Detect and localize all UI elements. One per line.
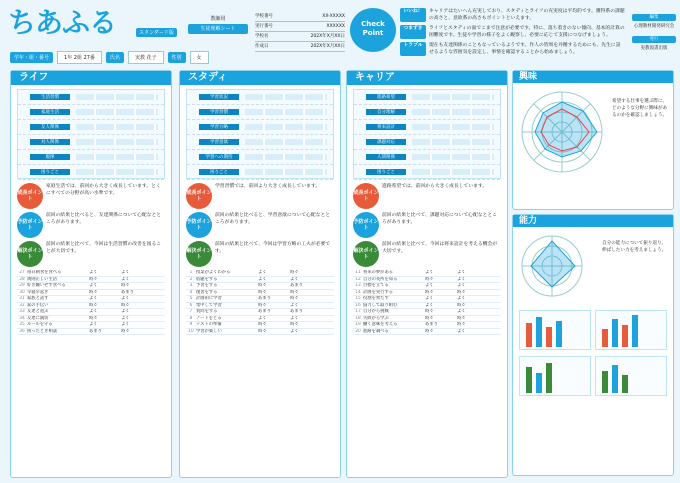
sheet-kind bbox=[188, 14, 248, 36]
meta-label: 学校番号 bbox=[255, 14, 273, 19]
checkpoint-message bbox=[400, 42, 625, 56]
interest-box bbox=[512, 70, 674, 210]
item-value-prev: 時々 bbox=[425, 289, 434, 295]
item-value-prev: よく bbox=[258, 270, 267, 275]
item-number: 3 bbox=[189, 283, 193, 288]
checkpoint-badge: Check Point bbox=[350, 8, 396, 52]
grid-row bbox=[354, 135, 500, 150]
item-value-prev: 時々 bbox=[425, 328, 434, 334]
item-number: 7 bbox=[189, 309, 193, 314]
item-value-now: よく bbox=[457, 270, 466, 275]
bar-chart-2 bbox=[595, 310, 667, 350]
item-number: 11 bbox=[355, 270, 361, 275]
message-label: トラブル bbox=[400, 42, 426, 56]
advice-label: 予防ポイント bbox=[353, 212, 379, 238]
grid-row-bar bbox=[245, 154, 327, 160]
meta-label: 学校名 bbox=[255, 34, 269, 39]
grid-row-label: 家庭生活 bbox=[30, 109, 70, 115]
meta-row bbox=[255, 22, 345, 32]
item-text: 目標を立てる bbox=[363, 283, 389, 288]
item-value-now: よく bbox=[121, 276, 130, 282]
grid-row bbox=[18, 150, 164, 165]
item-value-now: よく bbox=[457, 276, 466, 282]
column-life bbox=[10, 70, 172, 478]
item-text: 家の手伝い bbox=[27, 302, 49, 308]
interest-note: 希望する仕事を選ぶ際に、どのような分野に興味があるのかを確認しましょう。 bbox=[612, 99, 668, 118]
info-label: 氏名 bbox=[106, 52, 124, 63]
item-value-prev: 時々 bbox=[89, 289, 98, 295]
grid-row-label: 対人関係 bbox=[30, 139, 70, 145]
advice-label: 解決ポイント bbox=[353, 241, 379, 267]
item-value-prev: 時々 bbox=[89, 315, 98, 321]
item-number: 33 bbox=[19, 309, 25, 314]
item-value-now: 時々 bbox=[290, 296, 299, 301]
item-value-now: 時々 bbox=[121, 328, 130, 334]
grid-row bbox=[18, 90, 164, 105]
item-value-prev: 時々 bbox=[89, 276, 98, 282]
info-value: 1年 2組 27番 bbox=[57, 51, 102, 64]
item-value-prev: よく bbox=[425, 302, 434, 308]
ability-note: 自分の能力について振り返り、伸ばしたい力を考えましょう。 bbox=[602, 241, 667, 253]
bar-chart-3 bbox=[519, 356, 591, 396]
item-value-prev: よく bbox=[89, 283, 98, 288]
evaluation-grid bbox=[353, 89, 501, 179]
meta-value: 202X年X月XX日 bbox=[310, 34, 345, 39]
item-value-prev: 時々 bbox=[425, 276, 434, 282]
bar-chart-4 bbox=[595, 356, 667, 396]
publisher-label-1: 編集 bbox=[632, 14, 676, 21]
item-number: 27 bbox=[19, 270, 25, 275]
grid-row-label: 人間関係 bbox=[366, 154, 406, 160]
item-value-prev: 時々 bbox=[258, 283, 267, 288]
grid-row-bar bbox=[412, 94, 494, 100]
item-text: 計画を実行する bbox=[363, 289, 394, 295]
item-text: 毎日朝食を食べる bbox=[27, 270, 62, 275]
item-table bbox=[353, 270, 501, 335]
item-value-now: 時々 bbox=[121, 283, 130, 288]
bar bbox=[546, 363, 552, 393]
item-number: 10 bbox=[188, 328, 194, 334]
item-value-prev: よく bbox=[425, 283, 434, 288]
item-text: 宿題をする bbox=[196, 276, 218, 282]
column-study bbox=[179, 70, 341, 478]
item-value-prev: よく bbox=[258, 315, 267, 321]
grid-row-bar bbox=[412, 154, 494, 160]
item-number: 34 bbox=[19, 315, 25, 321]
ability-title: 能力 bbox=[513, 215, 673, 227]
item-value-now: 時々 bbox=[290, 270, 299, 275]
advice-label: 予防ポイント bbox=[186, 212, 212, 238]
item-number: 28 bbox=[19, 276, 25, 282]
grid-row-label: 自分理解 bbox=[366, 109, 406, 115]
ability-radar-chart bbox=[517, 231, 587, 301]
advice-block bbox=[186, 212, 334, 238]
item-number: 31 bbox=[19, 296, 25, 301]
meta-value: XX-XXXXX bbox=[322, 14, 345, 19]
item-text: 協力して取り組む bbox=[363, 302, 398, 308]
item-text: 授業がよくわかる bbox=[196, 270, 231, 275]
grid-row bbox=[18, 135, 164, 150]
item-value-now: よく bbox=[290, 328, 299, 334]
item-text: 失敗から学ぶ bbox=[363, 315, 389, 321]
info-label: 学年・組・番号 bbox=[10, 52, 53, 63]
item-number: 18 bbox=[355, 315, 361, 321]
publisher-box bbox=[632, 14, 676, 52]
message-text: ライフとスタディの面でこまで注意が必要です。特に、落ち着きのない傾向、基本的計算の困難度です。生徒や学習の様子をよく観察し、必要に応じて支援につなげましょう。 bbox=[429, 26, 625, 38]
grid-row-label: 困りごと bbox=[366, 169, 406, 175]
grid-row bbox=[354, 165, 500, 180]
grid-row-label: 学習方略 bbox=[199, 124, 239, 130]
message-text: キャリアはたいへん充実しており、スタディとライフの充実度は平均的です。獲得系の課題の高さと、意欲系の高さもポイントといえます。 bbox=[429, 9, 625, 21]
info-value: 女 bbox=[190, 51, 209, 64]
grid-row-label: 進路希望 bbox=[366, 94, 406, 100]
column-title: キャリア bbox=[347, 71, 507, 85]
bar bbox=[536, 317, 542, 347]
item-text: 困ったとき相談 bbox=[27, 328, 58, 334]
bar bbox=[612, 365, 618, 393]
item-number: 6 bbox=[189, 302, 193, 308]
item-number: 9 bbox=[189, 322, 193, 327]
grid-row-bar bbox=[245, 139, 327, 145]
right-panel bbox=[512, 70, 674, 478]
grid-row bbox=[187, 120, 333, 135]
column-title: スタディ bbox=[180, 71, 340, 85]
grid-row-label: 将来設計 bbox=[366, 124, 406, 130]
advice-text: 前回の結果と比べると、学習意欲について心配なとところがあります。 bbox=[215, 213, 331, 225]
item-value-now: あまり bbox=[290, 283, 303, 288]
item-value-prev: あまり bbox=[425, 322, 438, 327]
advice-block bbox=[17, 183, 165, 209]
publisher-name-2: 実教図書出版 bbox=[640, 46, 668, 51]
meta-value: XXXXXX bbox=[326, 24, 345, 29]
grid-row-bar bbox=[245, 124, 327, 130]
table-row bbox=[186, 329, 334, 336]
item-value-now: 時々 bbox=[457, 322, 466, 327]
item-value-now: 時々 bbox=[290, 322, 299, 327]
bar bbox=[556, 321, 562, 347]
advice-text: 学習習慣では、前回より大きく成長しています。 bbox=[215, 184, 321, 189]
advice-label: 成長ポイント bbox=[17, 183, 43, 209]
bar bbox=[526, 367, 532, 393]
grid-row bbox=[187, 150, 333, 165]
ability-box bbox=[512, 214, 674, 476]
item-text: 早寝早起き bbox=[27, 289, 49, 295]
item-number: 14 bbox=[355, 289, 361, 295]
item-text: 規則正しい生活 bbox=[27, 276, 58, 282]
bar bbox=[622, 325, 628, 347]
item-text: 復習をする bbox=[196, 289, 218, 295]
item-number: 1 bbox=[189, 270, 193, 275]
item-number: 29 bbox=[19, 283, 25, 288]
advice-block bbox=[186, 183, 334, 209]
kind-label-1: 教師用 bbox=[210, 16, 226, 22]
grid-row bbox=[354, 150, 500, 165]
item-value-now: よく bbox=[121, 315, 130, 321]
item-value-prev: あまり bbox=[89, 328, 102, 334]
item-value-now: よく bbox=[121, 309, 130, 314]
item-value-now: よく bbox=[290, 302, 299, 308]
info-value: 実教 花子 bbox=[128, 51, 164, 64]
item-value-now: 時々 bbox=[121, 302, 130, 308]
item-number: 30 bbox=[19, 289, 25, 295]
item-number: 15 bbox=[355, 296, 361, 301]
item-text: テストの準備 bbox=[196, 322, 222, 327]
item-text: 家族と話す bbox=[27, 296, 49, 301]
table-row bbox=[17, 329, 165, 336]
interest-radar-chart bbox=[517, 87, 607, 177]
grid-row-bar bbox=[245, 109, 327, 115]
grid-row-label: 学習への期待 bbox=[199, 154, 239, 160]
meta-label: 作成日 bbox=[255, 44, 269, 49]
item-text: 質問をする bbox=[196, 309, 218, 314]
table-row bbox=[353, 329, 501, 336]
grid-row-bar bbox=[76, 154, 158, 160]
item-value-prev: よく bbox=[258, 276, 267, 282]
item-value-now: よく bbox=[121, 270, 130, 275]
message-text: 現在も友達関係のこともなっているようです。作人の皆周を丹精するためにも、先生に話せるような雰囲気を設定し、事情を確認することから始めましょう。 bbox=[429, 43, 621, 55]
grid-row-label: 生活習慣 bbox=[30, 94, 70, 100]
grid-row-bar bbox=[245, 94, 327, 100]
ability-bar-charts bbox=[513, 307, 673, 353]
item-number: 16 bbox=[355, 302, 361, 308]
grid-row-label: 学習状況 bbox=[199, 94, 239, 100]
bar bbox=[612, 319, 618, 347]
meta-row bbox=[255, 12, 345, 22]
grid-row bbox=[354, 120, 500, 135]
grid-row bbox=[187, 135, 333, 150]
checkpoint-message bbox=[400, 8, 625, 22]
bar bbox=[632, 315, 638, 347]
item-number: 19 bbox=[355, 322, 361, 327]
item-number: 5 bbox=[189, 296, 193, 301]
info-label: 性別 bbox=[168, 52, 186, 63]
item-number: 8 bbox=[189, 315, 193, 321]
publisher-label-2: 発行 bbox=[632, 36, 676, 43]
item-value-prev: よく bbox=[89, 270, 98, 275]
item-value-now: 時々 bbox=[457, 289, 466, 295]
advice-text: 前回の結果と比べて、課題対応について心配なとところがあります。 bbox=[382, 213, 497, 225]
item-text: 計画的に学習 bbox=[196, 296, 222, 301]
item-value-prev: よく bbox=[89, 322, 98, 327]
advice-block bbox=[353, 212, 501, 238]
item-value-now: 時々 bbox=[290, 289, 299, 295]
advice-block bbox=[353, 241, 501, 267]
message-label: つまずき bbox=[400, 25, 426, 39]
bar bbox=[546, 327, 552, 347]
item-text: 自分から挑戦 bbox=[363, 309, 389, 314]
advice-text: 前回の結果と比べると、友達関係について心配なとところがあります。 bbox=[46, 213, 162, 225]
item-number: 12 bbox=[355, 276, 361, 282]
item-number: 20 bbox=[355, 328, 361, 334]
item-value-now: 時々 bbox=[457, 302, 466, 308]
item-value-now: よく bbox=[290, 315, 299, 321]
advice-text: 進路希望では、前回から大きく成長しています。 bbox=[382, 184, 488, 189]
bar bbox=[526, 323, 532, 347]
item-text: 役割を果たす bbox=[363, 296, 389, 301]
grid-row bbox=[18, 120, 164, 135]
message-label: いいね！ bbox=[400, 8, 426, 22]
grid-row bbox=[354, 105, 500, 120]
item-value-prev: よく bbox=[425, 270, 434, 275]
item-value-prev: あまり bbox=[258, 309, 271, 314]
bar bbox=[602, 371, 608, 393]
grid-row bbox=[354, 90, 500, 105]
advice-text: 家庭生活では、前回から大きく成長しています。とくにすべての分野が高い水準です。 bbox=[46, 184, 161, 196]
grid-row-bar bbox=[412, 139, 494, 145]
grid-row bbox=[18, 165, 164, 180]
item-value-prev: 時々 bbox=[89, 302, 98, 308]
item-text: 将来の夢がある bbox=[363, 270, 394, 275]
item-number: 17 bbox=[355, 309, 361, 314]
advice-label: 成長ポイント bbox=[186, 183, 212, 209]
meta-label: 実行番号 bbox=[255, 24, 273, 29]
grid-row-bar bbox=[412, 124, 494, 130]
item-text: 友達に親切 bbox=[27, 315, 49, 321]
item-text: 集中して学習 bbox=[196, 302, 222, 308]
bar bbox=[602, 329, 608, 347]
grid-row-label: 友人関係 bbox=[30, 124, 70, 130]
item-text: 進路を調べる bbox=[363, 328, 389, 334]
item-value-prev: あまり bbox=[258, 296, 271, 301]
advice-label: 予防ポイント bbox=[17, 212, 43, 238]
item-value-prev: 時々 bbox=[258, 322, 267, 327]
advice-label: 解決ポイント bbox=[186, 241, 212, 267]
advice-label: 解決ポイント bbox=[17, 241, 43, 267]
column-career bbox=[346, 70, 508, 478]
meta-value: 202X年X月XX日 bbox=[310, 44, 345, 49]
advice-text: 前回の結果と比べて、今回は生活習慣の改善を図ることが大切です。 bbox=[46, 242, 162, 254]
ability-bar-charts-2 bbox=[513, 353, 673, 399]
grid-row bbox=[187, 105, 333, 120]
item-number: 13 bbox=[355, 283, 361, 288]
checkpoint-message bbox=[400, 25, 625, 39]
item-value-prev: よく bbox=[89, 296, 98, 301]
grid-row-label: 規律 bbox=[30, 154, 70, 160]
evaluation-grid bbox=[186, 89, 334, 179]
column-title: ライフ bbox=[11, 71, 171, 85]
bar bbox=[536, 373, 542, 393]
grid-row-bar bbox=[76, 94, 158, 100]
publisher-name-1: 心理教材開発研究会 bbox=[633, 24, 675, 29]
item-value-prev: 時々 bbox=[258, 328, 267, 334]
grid-row-bar bbox=[76, 124, 158, 130]
interest-title: 興味 bbox=[513, 71, 673, 83]
item-value-now: あまり bbox=[121, 289, 134, 295]
app-logo: ちあふる bbox=[8, 6, 117, 39]
grid-row-bar bbox=[76, 169, 158, 175]
student-info-bar bbox=[10, 50, 348, 64]
advice-block bbox=[17, 212, 165, 238]
advice-text: 前回の結果と比べて、今回は学習方略の工夫が必要です。 bbox=[215, 242, 331, 254]
grid-row bbox=[187, 90, 333, 105]
item-text: 予習をする bbox=[196, 283, 218, 288]
item-value-now: よく bbox=[290, 276, 299, 282]
grid-row-bar bbox=[245, 169, 327, 175]
grid-row-label: 課題対応 bbox=[366, 139, 406, 145]
item-value-prev: 時々 bbox=[425, 309, 434, 314]
item-number: 32 bbox=[19, 302, 25, 308]
advice-text: 前回の結果と比べて、今回は将来設計を考える機会が大切です。 bbox=[382, 242, 498, 254]
item-value-prev: 時々 bbox=[258, 302, 267, 308]
item-text: 学習が楽しい bbox=[196, 328, 222, 334]
sheet-meta bbox=[255, 12, 345, 52]
item-number: 36 bbox=[19, 328, 25, 334]
item-text: 好き嫌いせず食べる bbox=[27, 283, 66, 288]
item-number: 2 bbox=[189, 276, 193, 282]
bar bbox=[622, 375, 628, 393]
item-text: ノートをとる bbox=[196, 315, 222, 321]
grid-row-bar bbox=[76, 139, 158, 145]
item-value-prev: よく bbox=[89, 309, 98, 314]
item-text: 友達と遊ぶ bbox=[27, 309, 49, 314]
item-table bbox=[17, 270, 165, 335]
advice-block bbox=[17, 241, 165, 267]
grid-row-bar bbox=[412, 109, 494, 115]
item-value-now: よく bbox=[457, 283, 466, 288]
item-text: 働く意味を考える bbox=[363, 322, 398, 327]
item-table bbox=[186, 270, 334, 335]
item-value-now: よく bbox=[121, 322, 130, 327]
item-value-now: よく bbox=[457, 328, 466, 334]
grid-row bbox=[18, 105, 164, 120]
item-number: 35 bbox=[19, 322, 25, 327]
grid-row-label: 困りごと bbox=[30, 169, 70, 175]
item-value-now: よく bbox=[457, 309, 466, 314]
item-value-now: よく bbox=[457, 296, 466, 301]
item-value-prev: 時々 bbox=[258, 289, 267, 295]
item-value-prev: よく bbox=[425, 296, 434, 301]
grid-row-label: 学習習慣 bbox=[199, 109, 239, 115]
grid-row-label: 学習意欲 bbox=[199, 139, 239, 145]
advice-label: 成長ポイント bbox=[353, 183, 379, 209]
item-value-now: よく bbox=[121, 296, 130, 301]
item-number: 4 bbox=[189, 289, 193, 295]
meta-row bbox=[255, 32, 345, 42]
evaluation-grid bbox=[17, 89, 165, 179]
advice-block bbox=[353, 183, 501, 209]
grid-row-label: 困りごと bbox=[199, 169, 239, 175]
grid-row-bar bbox=[76, 109, 158, 115]
item-text: ルールを守る bbox=[27, 322, 53, 327]
item-value-now: 時々 bbox=[457, 315, 466, 321]
checkpoint-messages bbox=[400, 8, 625, 59]
grid-row bbox=[187, 165, 333, 180]
item-value-prev: 時々 bbox=[425, 315, 434, 321]
advice-block bbox=[186, 241, 334, 267]
kind-label-2: 生徒理解シート bbox=[188, 24, 248, 34]
bar-chart-1 bbox=[519, 310, 591, 350]
item-text: 自分の長所を知る bbox=[363, 276, 398, 282]
item-value-now: あまり bbox=[290, 309, 303, 314]
edition-badge: スタンダード版 bbox=[136, 28, 177, 37]
grid-row-bar bbox=[412, 169, 494, 175]
